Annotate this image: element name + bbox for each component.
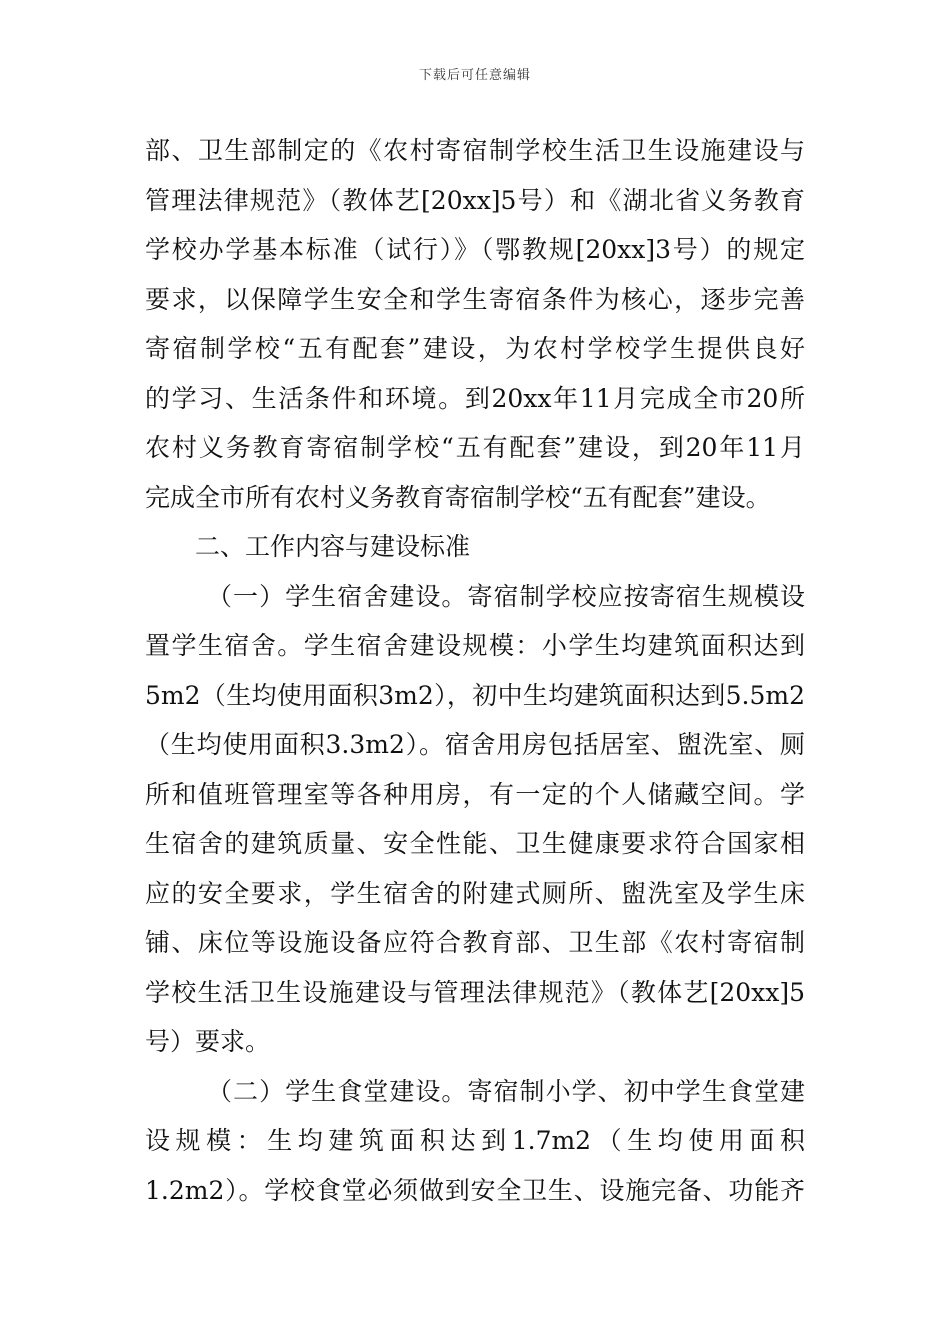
text-line: 设规模：生均建筑面积达到1.7m2（生均使用面积 bbox=[145, 1126, 805, 1155]
text-line: 部、卫生部制定的《农村寄宿制学校生活卫生设施建设与 bbox=[145, 136, 805, 165]
text-line: 寄宿制学校“五有配套”建设，为农村学校学生提供良好 bbox=[145, 334, 805, 363]
text-line: 应的安全要求，学生宿舍的附建式厕所、盥洗室及学生床 bbox=[145, 878, 805, 908]
text-line: 所和值班管理室等各种用房，有一定的个人储藏空间。学 bbox=[145, 779, 805, 809]
text-line: 要求，以保障学生安全和学生寄宿条件为核心，逐步完善 bbox=[145, 284, 805, 314]
text-line: （一）学生宿舍建设。寄宿制学校应按寄宿生规模设 bbox=[207, 581, 805, 611]
document-body bbox=[145, 126, 805, 1215]
page-header: 下载后可任意编辑 bbox=[418, 68, 531, 83]
text-line: （生均使用面积3.3m2）。宿舍用房包括居室、盥洗室、厕 bbox=[145, 730, 805, 759]
text-line: 号）要求。 bbox=[145, 1027, 271, 1056]
text-line: 生宿舍的建筑质量、安全性能、卫生健康要求符合国家相 bbox=[145, 829, 805, 858]
text-line: 学校生活卫生设施建设与管理法律规范》（教体艺[20xx]5 bbox=[145, 977, 805, 1007]
text-line: 的学习、生活条件和环境。到20xx年11月完成全市20所 bbox=[145, 383, 805, 413]
text-line: （二）学生食堂建设。寄宿制小学、初中学生食堂建 bbox=[207, 1076, 805, 1106]
text-line: 置学生宿舍。学生宿舍建设规模：小学生均建筑面积达到 bbox=[145, 631, 805, 660]
text-line: 学校办学基本标准（试行）》（鄂教规[20xx]3号）的规定 bbox=[145, 235, 805, 264]
section-heading: 二、工作内容与建设标准 bbox=[195, 532, 471, 561]
text-line: 完成全市所有农村义务教育寄宿制学校“五有配套”建设。 bbox=[145, 482, 771, 512]
text-line: 铺、床位等设施设备应符合教育部、卫生部《农村寄宿制 bbox=[145, 928, 805, 957]
text-line: 1.2m2）。学校食堂必须做到安全卫生、设施完备、功能齐 bbox=[145, 1175, 805, 1205]
text-line: 农村义务教育寄宿制学校“五有配套”建设，到20年11月 bbox=[145, 433, 805, 462]
text-line: 5m2（生均使用面积3m2），初中生均建筑面积达到5.5m2 bbox=[145, 680, 805, 710]
text-line: 管理法律规范》（教体艺[20xx]5号）和《湖北省义务教育 bbox=[145, 185, 805, 215]
